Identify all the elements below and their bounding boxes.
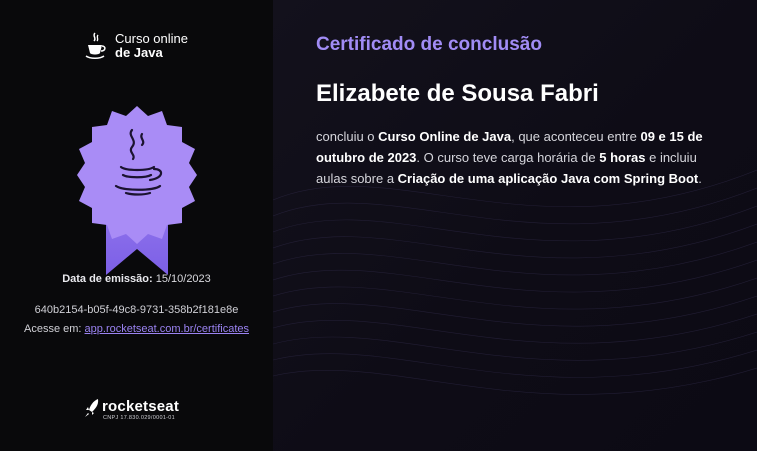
java-cup-icon <box>84 32 106 62</box>
certificates-link[interactable]: app.rocketseat.com.br/certificates <box>84 323 249 335</box>
logo-line1: Curso online <box>115 31 188 46</box>
access-label: Acesse em: <box>24 323 82 335</box>
issue-date-label: Data de emissão: <box>62 273 153 285</box>
certificate-title: Certificado de conclusão <box>316 34 542 55</box>
main-panel <box>273 0 757 451</box>
logo-line2: de Java <box>115 45 163 60</box>
certificate-id: 640b2154-b05f-49c8-9731-358b2f181e8e <box>34 304 239 316</box>
desc-text-1: concluiu o <box>316 129 379 144</box>
desc-text-5: . <box>698 171 702 186</box>
desc-dates: 09 e 15 de outubro de 2023 <box>316 129 703 165</box>
brand-name: rocketseat <box>102 398 180 415</box>
background-waves <box>273 0 757 451</box>
access-line <box>0 323 273 335</box>
desc-course: Curso Online de Java <box>378 129 512 144</box>
java-badge-icon <box>66 103 208 278</box>
desc-text-2: , que aconteceu entre <box>511 129 641 144</box>
rocket-icon <box>84 398 101 418</box>
issue-date-value: 15/10/2023 <box>155 273 211 285</box>
certificate-description <box>316 126 716 189</box>
desc-topic: Criação de uma aplicação Java com Spring Boot <box>397 171 699 186</box>
sidebar <box>0 0 273 451</box>
rocketseat-logo <box>84 398 194 424</box>
desc-text-3: . O curso teve carga horária de <box>416 150 600 165</box>
recipient-name: Elizabete de Sousa Fabri <box>316 80 599 107</box>
desc-text-4: e incluiu aulas sobre a <box>316 150 697 186</box>
course-logo <box>84 32 188 62</box>
issue-date <box>0 273 273 285</box>
brand-cnpj: CNPJ 17.830.029/0001-01 <box>103 415 176 421</box>
desc-hours: 5 horas <box>599 150 646 165</box>
